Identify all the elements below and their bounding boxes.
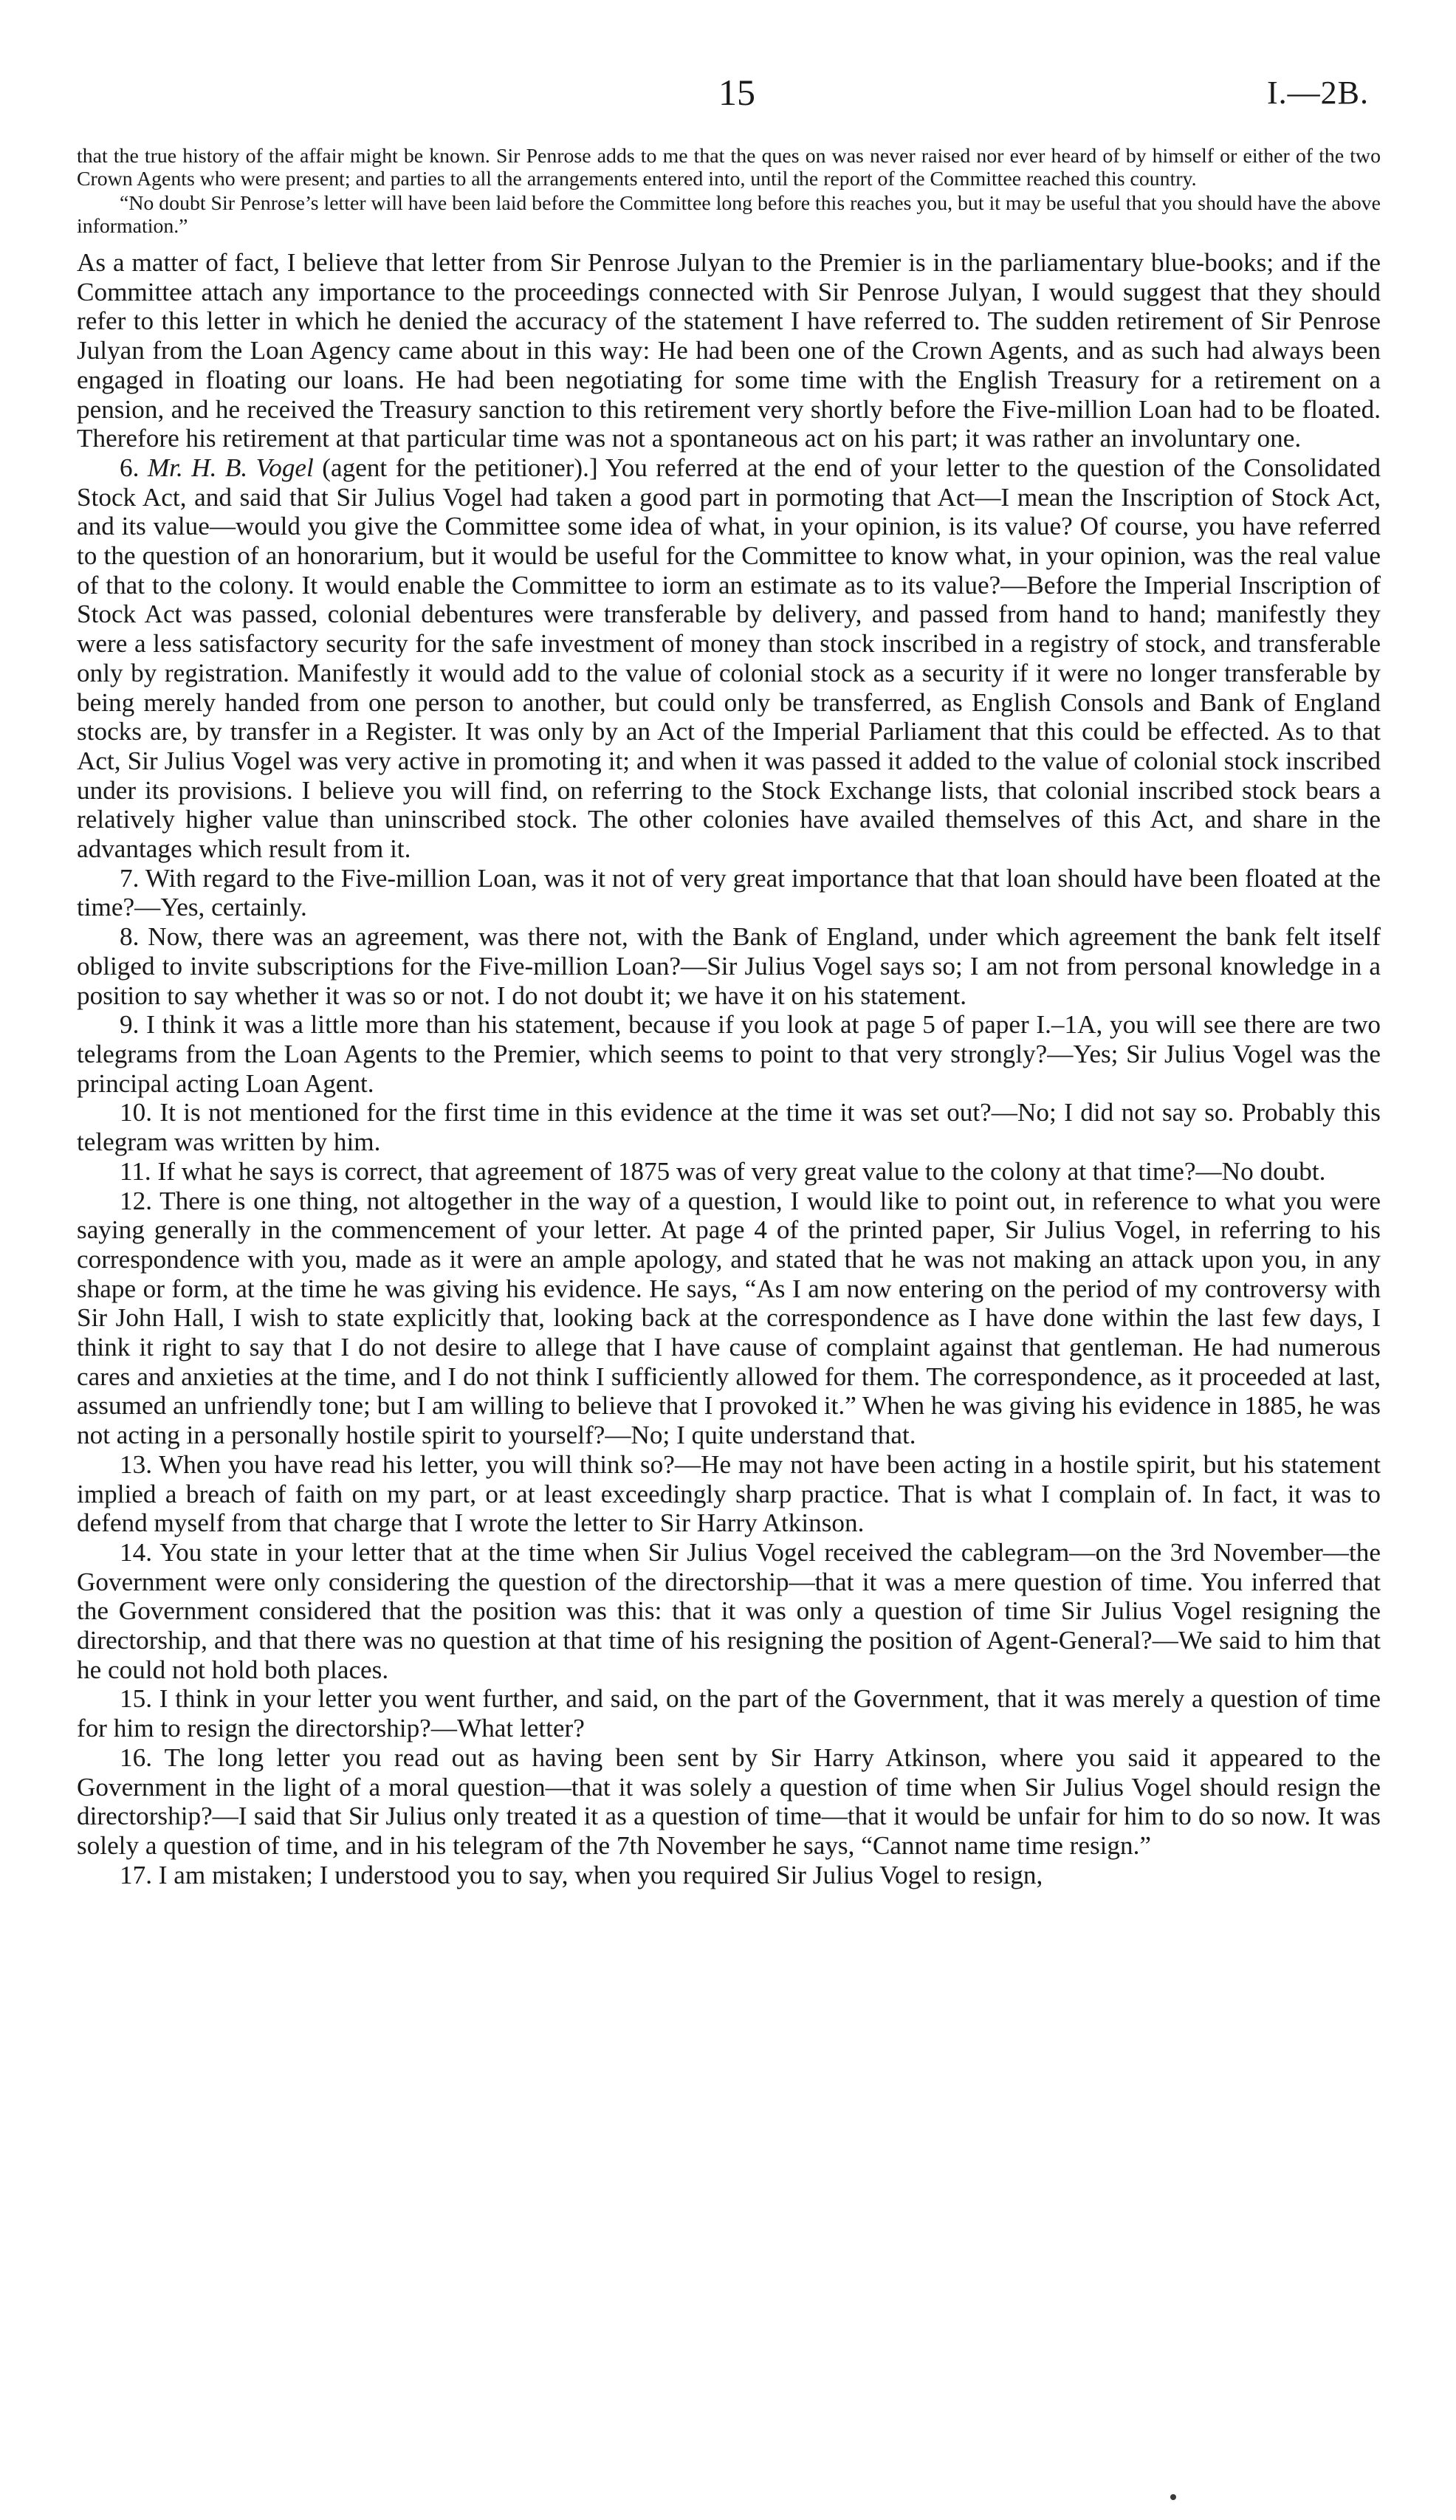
ink-speck <box>1170 2494 1176 2500</box>
paragraph-16: 16. The long letter you read out as having been sent by Sir Harry Atkinson, where you said it appeared to the Government in the light of a moral question—that it was solely a question of time when Sir Julius Vogel should resign the directorship?—I said that Sir Julius only treated it as a question of time—that it would be unfair for him to do so now. It was solely a question of time, and in his telegram of the 7th November he says, “Cannot name time resign.” <box>77 1743 1381 1860</box>
document-reference: I.—2B. <box>1267 75 1369 111</box>
paragraph-14: 14. You state in your letter that at the time when Sir Julius Vogel received the cablegram—on the 3rd November—the Government were only considering the question of the directorship—that it was a mere question of time. You inferred that the Government considered that the position was this: that it was only a question of time Sir Julius Vogel resigning the directorship, and that there was no question at that time of his resigning the position of Agent-General?—We said to him that he could not hold both places. <box>77 1537 1381 1684</box>
paragraph-9: 9. I think it was a little more than his statement, because if you look at page 5 of paper I.–1A, you will see there are two telegrams from the Loan Agents to the Premier, which seems to point to that very strongly?—Yes; Sir Julius Vogel was the principal acting Loan Agent. <box>77 1010 1381 1098</box>
paragraph-17: 17. I am mistaken; I understood you to say, when you required Sir Julius Vogel to resign, <box>120 1860 1043 1889</box>
paragraph-penrose-julyan: As a matter of fact, I believe that letter from Sir Penrose Julyan to the Premier is in the parliamentary blue-books; and if the Committee attach any importance to the proceedings connected with Sir Penrose Julyan, I would suggest that they should refer to this letter in which he denied the accuracy of the statement I have referred to. The sudden retirement of Sir Penrose Julyan from the Loan Agency came about in this way: He had been one of the Crown Agents, and as such had always been engaged in floating our loans. He had been negotiating for some time with the English Treasury for a retirement on a pension, and he received the Treasury sanction to this retirement very shortly before the Five-million Loan had to be floated. Therefore his retirement at that particular time was not a spontaneous act on his part; it was rather an involuntary one. <box>77 248 1381 453</box>
paragraph-7: 7. With regard to the Five-million Loan, was it not of very great importance that that loan should have been floated at the time?—Yes, certainly. <box>77 863 1381 922</box>
paragraph-6 <box>77 453 1381 864</box>
paragraph-13: 13. When you have read his letter, you will think so?—He may not have been acting in a hostile spirit, but his statement implied a breach of faith on my part, or at least exceedingly sharp practice. That is what I complain of. In fact, it was to defend myself from that charge that I wrote the letter to Sir Harry Atkinson. <box>77 1449 1381 1538</box>
page-number: 15 <box>718 72 755 113</box>
paragraph-12: 12. There is one thing, not altogether in the way of a question, I would like to point out, in reference to what you were saying generally in the commencement of your letter. At page 4 of the printed paper, Sir Julius Vogel, in referring to his correspondence with you, made as it were an ample apology, and stated that he was not making an attack upon you, in any shape or form, at the time he was giving his evidence. He says, “As I am now entering on the period of my controversy with Sir John Hall, I wish to state explicitly that, looking back at the correspondence as I have done within the last few days, I think it right to say that I do not desire to allege that I have cause of complaint against that gentleman. He had numerous cares and anxieties at the time, and I do not think I sufficiently allowed for them. The correspondence, as it proceeded at last, assumed an unfriendly tone; but I am willing to believe that I provoked it.” When he was giving his evidence in 1885, he was not acting in a personally hostile spirit to yourself?—No; I quite understand that. <box>77 1186 1381 1450</box>
page-body <box>77 145 1381 1889</box>
speaker-note: (agent for the petitioner).] <box>322 453 598 482</box>
paragraph-6-text: You referred at the end of your letter to the question of the Consolidated Stock Act, and said that Sir Julius Vogel had taken a good part in pormoting that Act—I mean the Inscription of Stock Act, and its value—would you give the Committee some idea of what, in your opinion, is its value? Of course, you have referred to the question of an honorarium, but it would be useful for the Committee to know what, in your opinion, was the real value of that to the colony. It would enable the Committee to iorm an estimate as to its value?—Before the Imperial Inscription of Stock Act was passed, colonial debentures were transferable by delivery, and passed from hand to hand; manifestly they were a less satisfactory security for the safe investment of money than stock inscribed in a registry of stock, and transferable only by registration. Manifestly it would add to the value of colonial stock as a security if it were no longer transferable by being merely handed from one person to another, but could only be transferred, as English Consols and Bank of England stocks are, by transfer in a Register. It was only by an Act of the Imperial Parliament that this could be effected. As to that Act, Sir Julius Vogel was very active in promoting it; and when it was passed it added to the value of colonial stock inscribed under its provisions. I believe you will find, on referring to the Stock Exchange lists, that colonial inscribed stock bears a relatively higher value than uninscribed stock. The other colonies have availed themselves of this Act, and share in the advantages which result from it. <box>77 453 1381 864</box>
evidence-text <box>77 248 1381 1889</box>
quoted-letter-closing: “No doubt Sir Penrose’s letter will have been laid before the Committee long before this reaches you, but it may be useful that you should have the above information.” <box>77 192 1381 238</box>
paragraph-10: 10. It is not mentioned for the first time in this evidence at the time it was set out?—No; I did not say so. Probably this telegram was written by him. <box>77 1098 1381 1157</box>
paragraph-number: 6. <box>120 453 140 482</box>
paragraph-11: 11. If what he says is correct, that agreement of 1875 was of very great value to the colony at that time?—No doubt. <box>120 1156 1326 1186</box>
paragraph-15: 15. I think in your letter you went further, and said, on the part of the Government, that it was merely a question of time for him to resign the directorship?—What letter? <box>77 1684 1381 1743</box>
paragraph-8: 8. Now, there was an agreement, was there not, with the Bank of England, under which agreement the bank felt itself obliged to invite subscriptions for the Five-million Loan?—Sir Julius Vogel says so; I am not from personal knowledge in a position to say whether it was so or not. I do not doubt it; we have it on his statement. <box>77 922 1381 1010</box>
quoted-letter-continuation: that the true history of the affair might be known. Sir Penrose adds to me that the ques on was never raised nor ever heard of by himself or either of the two Crown Agents who were present; and parties to all the arrangements entered into, until the report of the Committee reached this country. <box>77 145 1381 190</box>
speaker-name: Mr. H. B. Vogel <box>147 453 314 482</box>
